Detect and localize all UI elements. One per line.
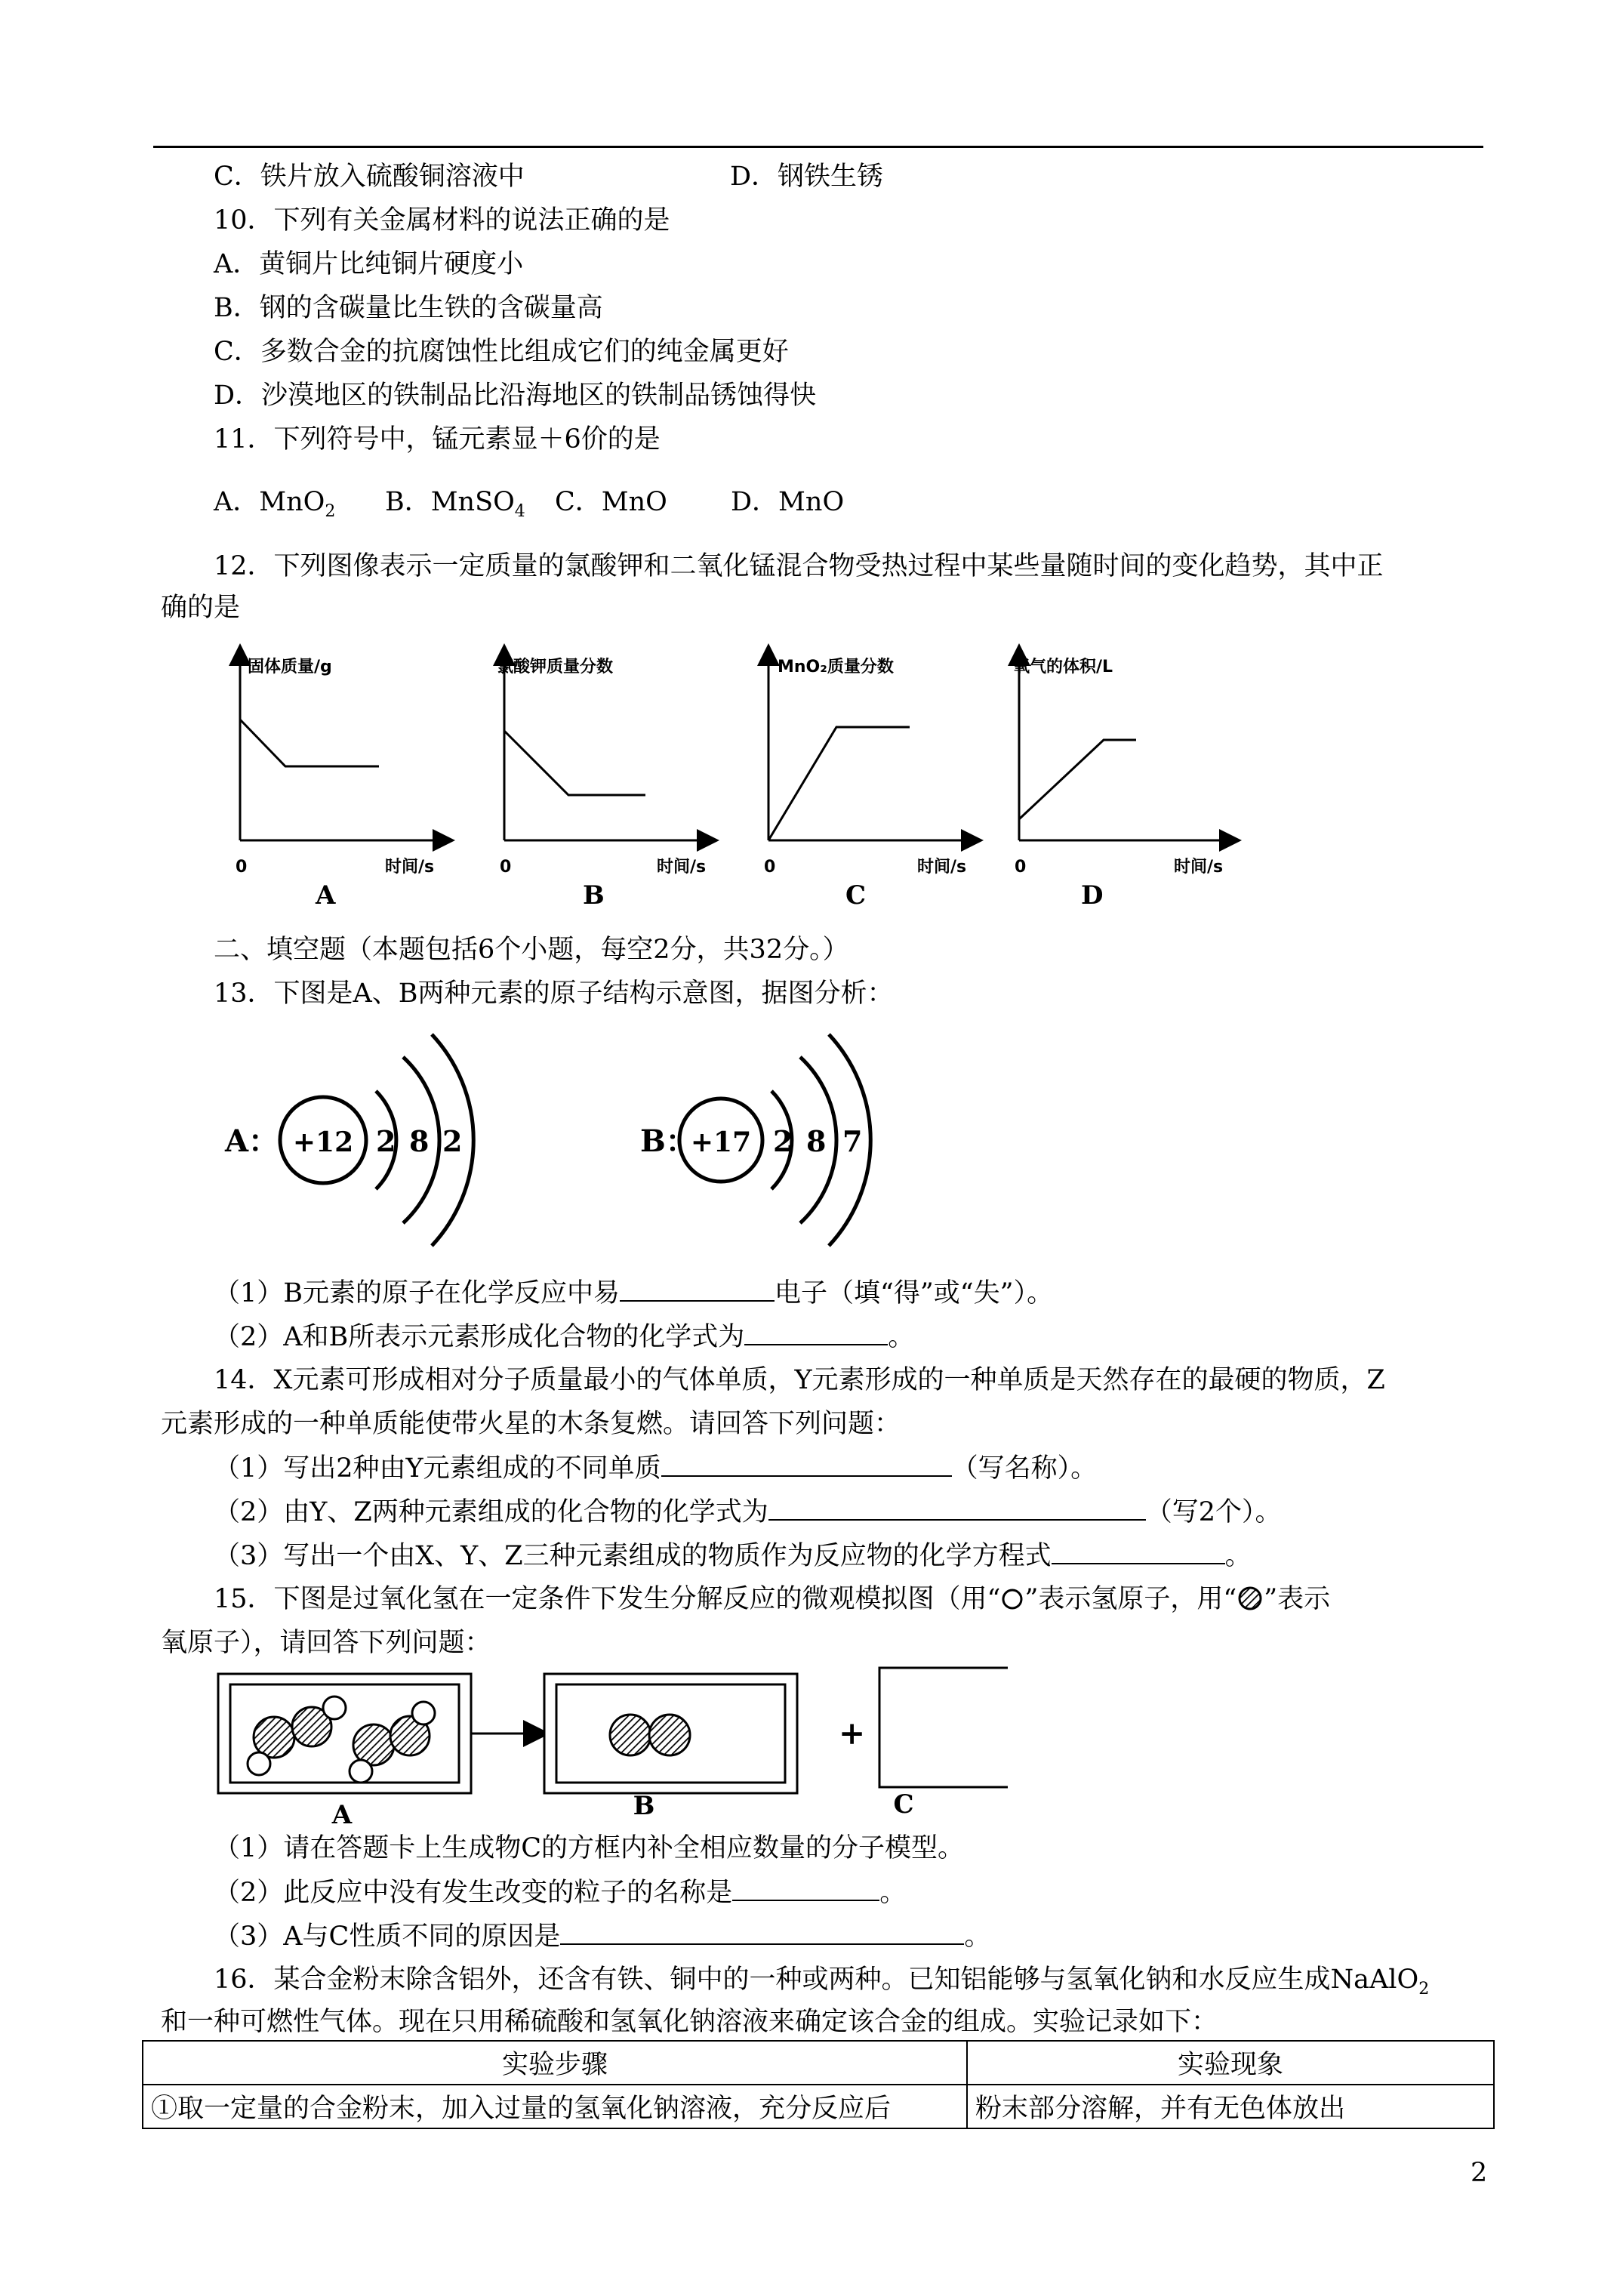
graph-d-letter: D: [1081, 880, 1104, 911]
graph-b: [497, 655, 708, 911]
q10-option-d: D．沙漠地区的铁制品比沿海地区的铁制品锈蚀得快: [214, 381, 817, 411]
graph-b-xlabel: 时间/s: [657, 858, 707, 877]
graph-a-xlabel: 时间/s: [385, 858, 435, 877]
graph-b-letter: B: [583, 880, 605, 911]
graph-a-ylabel: 固体质量/g: [248, 658, 332, 676]
q14-part2-blank[interactable]: [768, 1496, 1146, 1521]
section-2-heading: 二、填空题（本题包括6个小题，每空2分，共32分。）: [214, 935, 849, 965]
atom-a-shell-3: 2: [442, 1124, 463, 1158]
q13-part2: （2）A和B所表示元素形成化合物的化学式为 。: [214, 1322, 915, 1352]
q11-stem: 11．下列符号中，锰元素显＋6价的是: [214, 424, 661, 455]
graph-c-curve: [768, 727, 910, 840]
graph-d-curve: [1019, 740, 1136, 819]
graph-d-xlabel: 时间/s: [1174, 858, 1224, 877]
table-cell-step-1: ①取一定量的合金粉末，加入过量的氢氧化钠溶液，充分反应后: [143, 2085, 967, 2128]
q14-part1-blank[interactable]: [661, 1453, 952, 1477]
experiment-table: [142, 2040, 1495, 2129]
q15-stem-line1: 15．下图是过氧化氢在一定条件下发生分解反应的微观模拟图（用“ ”表示氢原子，用“ ”表示: [214, 1584, 1331, 1614]
q14-part3: （3）写出一个由X、Y、Z三种元素组成的物质作为反应物的化学方程式 。: [214, 1541, 1252, 1571]
graph-a-letter: A: [316, 880, 336, 911]
graph-a: [236, 655, 444, 911]
q13-part1: （1）B元素的原子在化学反应中易 电子（填“得”或“失”）。: [214, 1278, 1054, 1308]
q16-stem-line2: 和一种可燃性气体。现在只用稀硫酸和氢氧化钠溶液来确定该合金的组成。实验记录如下：: [161, 2007, 1218, 2037]
q15-stem-line2: 氧原子），请回答下列问题：: [161, 1628, 491, 1658]
atom-b-label: B：: [640, 1123, 696, 1159]
box-a-label: A: [331, 1800, 353, 1827]
q14-part1: （1）写出2种由Y元素组成的不同单质 （写名称）。: [214, 1453, 1098, 1484]
atom-b-shell-1: 2: [773, 1124, 793, 1158]
atom-a: [224, 1034, 473, 1246]
q12-stem-line2: 确的是: [161, 593, 241, 623]
graph-d-ylabel: 氧气的体积/L: [1013, 658, 1113, 676]
hydrogen-atom-icon: [1000, 1588, 1024, 1610]
q13-part1-blank[interactable]: [620, 1277, 775, 1302]
atom-structure-diagrams: [211, 1027, 966, 1253]
graph-b-curve: [504, 731, 645, 795]
atom-b-shell-2: 8: [806, 1124, 827, 1158]
reaction-model-diagram: [215, 1665, 1008, 1827]
table-header-row: [143, 2041, 1494, 2085]
graph-c-xlabel: 时间/s: [917, 858, 967, 877]
q14-stem-line2: 元素形成的一种单质能使带火星的木条复燃。请回答下列问题：: [161, 1409, 901, 1439]
q12-graphs: [204, 638, 1276, 917]
q13-stem: 13．下图是A、B两种元素的原子结构示意图，据图分析：: [214, 978, 894, 1009]
page-number: 2: [1471, 2158, 1488, 2188]
q15-part2: （2）此反应中没有发生改变的粒子的名称是 。: [214, 1878, 907, 1908]
q10-option-c: C．多数合金的抗腐蚀性比组成它们的纯金属更好: [214, 337, 789, 367]
atom-b-shell-3: 7: [842, 1124, 863, 1158]
graph-c-ylabel: MnO₂质量分数: [778, 658, 894, 676]
q15-part3: （3）A与C性质不同的原因是 。: [214, 1922, 991, 1952]
table-header-steps: 实验步骤: [143, 2041, 967, 2085]
graph-b-origin: 0: [500, 858, 512, 877]
graph-d: [1013, 655, 1230, 911]
q14-stem-line1: 14．X元素可形成相对分子质量最小的气体单质，Y元素形成的一种单质是天然存在的最硬的物质，Z: [214, 1365, 1385, 1395]
atom-a-shell-2: 8: [409, 1124, 430, 1158]
graph-c-origin: 0: [764, 858, 776, 877]
graph-c-letter: C: [845, 880, 867, 911]
q14-part2: （2）由Y、Z两种元素组成的化合物的化学式为 （写2个）。: [214, 1497, 1282, 1527]
atom-b-nucleus-charge: +17: [690, 1126, 752, 1158]
table-row: [143, 2085, 1494, 2128]
box-c[interactable]: [879, 1668, 1008, 1787]
graph-c: [764, 655, 972, 911]
q11-option-d: D．MnO: [731, 487, 845, 517]
atom-a-nucleus-charge: +12: [292, 1126, 354, 1158]
q15-part1: （1）请在答题卡上生成物C的方框内补全相应数量的分子模型。: [214, 1833, 965, 1863]
q11-option-b: B．MnSO$_4$: [385, 487, 525, 521]
table-header-phenomena: 实验现象: [967, 2041, 1494, 2085]
q10-option-a: A．黄铜片比纯铜片硬度小: [214, 249, 524, 279]
q10-stem: 10．下列有关金属材料的说法正确的是: [214, 205, 670, 236]
box-c-label: C: [893, 1789, 914, 1820]
graph-a-origin: 0: [236, 858, 248, 877]
q11-option-c: C．MnO: [555, 487, 667, 517]
plus-sign: +: [839, 1715, 866, 1752]
q16-stem-line1: 16．某合金粉末除含铝外，还含有铁、铜中的一种或两种。已知铝能够与氢氧化钠和水反应生成NaAlO$_2$: [214, 1965, 1430, 1999]
table-cell-phenomenon-1: 粉末部分溶解，并有无色体放出: [967, 2085, 1494, 2128]
q14-part3-blank[interactable]: [1052, 1540, 1225, 1564]
header-rule: [153, 146, 1483, 148]
graph-b-ylabel: 氯酸钾质量分数: [497, 658, 614, 676]
q13-part2-blank[interactable]: [744, 1321, 888, 1345]
q11-option-a: A．MnO$_2$: [214, 487, 336, 521]
q12-stem-line1: 12．下列图像表示一定质量的氯酸钾和二氧化锰混合物受热过程中某些量随时间的变化趋势，其中正: [214, 551, 1384, 581]
atom-b: [640, 1034, 870, 1246]
atom-a-shell-1: 2: [376, 1124, 396, 1158]
atom-a-label: A：: [225, 1123, 279, 1159]
q15-part2-blank[interactable]: [732, 1877, 879, 1901]
q9-option-d: D．钢铁生锈: [730, 162, 884, 192]
oxygen-atom-icon: [1236, 1586, 1264, 1611]
q10-option-b: B．钢的含碳量比生铁的含碳量高: [214, 293, 603, 323]
graph-d-origin: 0: [1015, 858, 1027, 877]
q9-option-c: C．铁片放入硫酸铜溶液中: [214, 162, 525, 192]
q15-part3-blank[interactable]: [560, 1921, 964, 1945]
box-b-label: B: [633, 1791, 655, 1821]
graph-a-curve: [240, 720, 379, 766]
